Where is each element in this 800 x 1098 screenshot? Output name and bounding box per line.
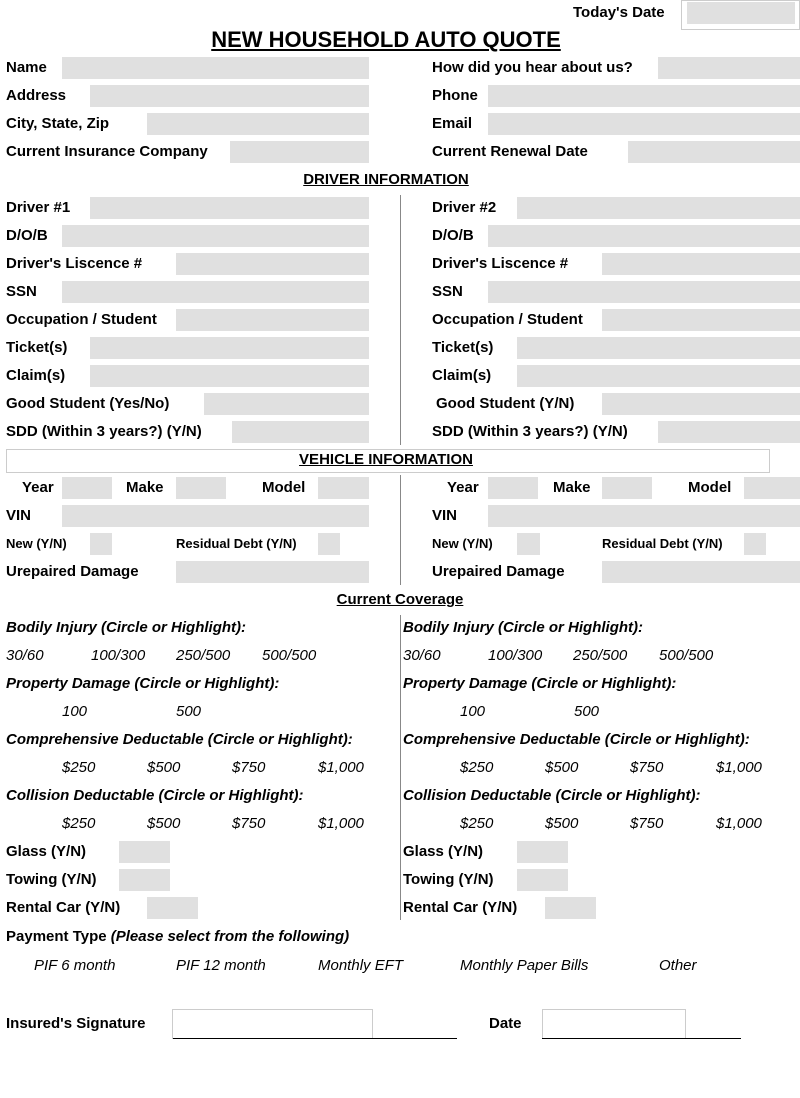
coverage1-bodily-injury-label: Bodily Injury (Circle or Highlight): [6, 619, 246, 636]
driver2-dob-field[interactable] [488, 225, 800, 247]
vehicle1-year-label: Year [22, 479, 54, 496]
vehicle2-residual-field[interactable] [744, 533, 766, 555]
driver1-license-label: Driver's Liscence # [6, 255, 143, 272]
coverage2-collision-option[interactable]: $250 [460, 815, 494, 832]
payment-type-hint: (Please select from the following) [110, 928, 350, 945]
driver2-driver-field[interactable] [517, 197, 800, 219]
signature-box [172, 1009, 373, 1039]
vehicle1-new-field[interactable] [90, 533, 112, 555]
driver2-ssn-label: SSN [432, 283, 463, 300]
coverage1-glass-label: Glass (Y/N) [6, 843, 87, 860]
coverage2-glass-field[interactable] [517, 841, 568, 863]
driver1-dob-field[interactable] [62, 225, 369, 247]
vehicle-info-heading: VEHICLE INFORMATION [299, 451, 473, 468]
vehicle1-damage-field[interactable] [176, 561, 369, 583]
page-title: NEW HOUSEHOLD AUTO QUOTE [211, 27, 561, 52]
driver2-occupation-label: Occupation / Student [432, 311, 583, 328]
driver1-good_student-field[interactable] [204, 393, 369, 415]
vehicle2-new-label: New (Y/N) [432, 536, 493, 551]
coverage2-towing-label: Towing (Y/N) [403, 871, 494, 888]
column-divider [400, 615, 401, 920]
driver2-good_student-field[interactable] [602, 393, 800, 415]
coverage1-collision-option[interactable]: $500 [147, 815, 181, 832]
driver1-ssn-label: SSN [6, 283, 37, 300]
vehicle1-new-label: New (Y/N) [6, 536, 67, 551]
signature-label: Insured's Signature [6, 1015, 146, 1032]
vehicle2-new-field[interactable] [517, 533, 540, 555]
renewal-date-field[interactable] [628, 141, 800, 163]
coverage1-bodily-injury-option[interactable]: 250/500 [176, 647, 231, 664]
coverage1-bodily-injury-option[interactable]: 30/60 [6, 647, 44, 664]
driver1-claims-field[interactable] [90, 365, 369, 387]
driver1-occupation-field[interactable] [176, 309, 369, 331]
driver2-license-label: Driver's Liscence # [432, 255, 569, 272]
vehicle1-residual-field[interactable] [318, 533, 340, 555]
payment-type-label [6, 927, 349, 947]
coverage1-towing-label: Towing (Y/N) [6, 871, 97, 888]
coverage2-rental-field[interactable] [545, 897, 596, 919]
coverage2-collision-option[interactable]: $750 [630, 815, 664, 832]
vehicle1-year-field[interactable] [62, 477, 112, 499]
how-heard-field[interactable] [658, 57, 800, 79]
driver2-ssn-field[interactable] [488, 281, 800, 303]
vehicle1-model-field[interactable] [318, 477, 369, 499]
vehicle1-make-label: Make [126, 479, 164, 496]
date-line[interactable] [542, 1038, 741, 1039]
coverage1-glass-field[interactable] [119, 841, 170, 863]
vehicle2-damage-label: Urepaired Damage [432, 563, 565, 580]
driver2-tickets-field[interactable] [517, 337, 800, 359]
driver1-sdd-field[interactable] [232, 421, 369, 443]
vehicle1-damage-label: Urepaired Damage [6, 563, 139, 580]
driver2-sdd-field[interactable] [658, 421, 800, 443]
payment-option[interactable]: PIF 12 month [176, 957, 266, 974]
coverage2-collision-option[interactable]: $500 [545, 815, 579, 832]
driver2-license-field[interactable] [602, 253, 800, 275]
coverage2-property-damage-label: Property Damage (Circle or Highlight): [403, 675, 677, 692]
coverage1-property-damage-option[interactable]: 500 [176, 703, 202, 720]
driver1-driver-field[interactable] [90, 197, 369, 219]
coverage2-bodily-injury-label: Bodily Injury (Circle or Highlight): [403, 619, 643, 636]
coverage2-collision-label: Collision Deductable (Circle or Highlight): [403, 787, 701, 804]
coverage1-comprehensive-label: Comprehensive Deductable (Circle or Highlight): [6, 731, 353, 748]
driver1-license-field[interactable] [176, 253, 369, 275]
coverage2-bodily-injury-option[interactable]: 500/500 [659, 647, 714, 664]
coverage2-rental-label: Rental Car (Y/N) [403, 899, 518, 916]
driver1-good_student-label: Good Student (Yes/No) [6, 395, 170, 412]
coverage1-comprehensive-option[interactable]: $500 [147, 759, 181, 776]
column-divider [400, 195, 401, 445]
address-label: Address [6, 87, 67, 104]
vehicle2-model-field[interactable] [744, 477, 800, 499]
coverage2-property-damage-option[interactable]: 100 [460, 703, 486, 720]
name-field[interactable] [62, 57, 369, 79]
date-label: Date [489, 1015, 522, 1032]
coverage2-comprehensive-option[interactable]: $250 [460, 759, 494, 776]
coverage1-bodily-injury-option[interactable]: 100/300 [91, 647, 146, 664]
column-divider [400, 475, 401, 585]
payment-option[interactable]: Monthly Paper Bills [460, 957, 589, 974]
vehicle1-model-label: Model [262, 479, 306, 496]
todays-date-label: Today's Date [573, 4, 665, 21]
driver2-driver-label: Driver #2 [432, 199, 497, 216]
vehicle2-vin-label: VIN [432, 507, 458, 524]
vehicle1-residual-label: Residual Debt (Y/N) [176, 536, 297, 551]
vehicle2-damage-field[interactable] [602, 561, 800, 583]
phone-label: Phone [432, 87, 478, 104]
coverage1-comprehensive-option[interactable]: $1,000 [318, 759, 364, 776]
current-coverage-heading: Current Coverage [336, 591, 464, 608]
driver2-claims-field[interactable] [517, 365, 800, 387]
coverage2-towing-field[interactable] [517, 869, 568, 891]
city-state-zip-label: City, State, Zip [6, 115, 110, 132]
signature-line[interactable] [173, 1038, 457, 1039]
vehicle2-make-field[interactable] [602, 477, 652, 499]
date-box [542, 1009, 686, 1039]
driver1-driver-label: Driver #1 [6, 199, 71, 216]
coverage2-bodily-injury-option[interactable]: 250/500 [573, 647, 628, 664]
driver1-dob-label: D/O/B [6, 227, 48, 244]
coverage2-bodily-injury-option[interactable]: 100/300 [488, 647, 543, 664]
driver1-claims-label: Claim(s) [6, 367, 66, 384]
how-heard-label: How did you hear about us? [432, 59, 633, 76]
payment-type-text: Payment Type [6, 928, 111, 945]
current-insurance-label: Current Insurance Company [6, 143, 208, 160]
driver2-tickets-label: Ticket(s) [432, 339, 494, 356]
email-field[interactable] [488, 113, 800, 135]
coverage1-collision-option[interactable]: $750 [232, 815, 266, 832]
driver2-good_student-label: Good Student (Y/N) [436, 395, 575, 412]
payment-option[interactable]: PIF 6 month [34, 957, 116, 974]
vehicle2-make-label: Make [553, 479, 591, 496]
driver1-sdd-label: SDD (Within 3 years?) (Y/N) [6, 423, 202, 440]
payment-option[interactable]: Other [659, 957, 697, 974]
coverage1-comprehensive-option[interactable]: $250 [62, 759, 96, 776]
vehicle2-vin-field[interactable] [488, 505, 800, 527]
city-state-zip-field[interactable] [147, 113, 369, 135]
coverage1-comprehensive-option[interactable]: $750 [232, 759, 266, 776]
coverage1-property-damage-label: Property Damage (Circle or Highlight): [6, 675, 280, 692]
todays-date-field[interactable] [687, 2, 795, 24]
driver2-sdd-label: SDD (Within 3 years?) (Y/N) [432, 423, 628, 440]
vehicle1-make-field[interactable] [176, 477, 226, 499]
vehicle2-year-field[interactable] [488, 477, 538, 499]
driver1-tickets-field[interactable] [90, 337, 369, 359]
coverage2-comprehensive-label: Comprehensive Deductable (Circle or Highlight): [403, 731, 750, 748]
coverage1-bodily-injury-option[interactable]: 500/500 [262, 647, 317, 664]
coverage2-comprehensive-option[interactable]: $750 [630, 759, 664, 776]
vehicle2-residual-label: Residual Debt (Y/N) [602, 536, 723, 551]
coverage1-rental-field[interactable] [147, 897, 198, 919]
current-insurance-field[interactable] [230, 141, 369, 163]
coverage1-collision-label: Collision Deductable (Circle or Highlight): [6, 787, 304, 804]
driver2-claims-label: Claim(s) [432, 367, 492, 384]
coverage1-property-damage-option[interactable]: 100 [62, 703, 88, 720]
coverage1-towing-field[interactable] [119, 869, 170, 891]
vehicle1-vin-label: VIN [6, 507, 32, 524]
email-label: Email [432, 115, 473, 132]
coverage2-glass-label: Glass (Y/N) [403, 843, 484, 860]
coverage1-collision-option[interactable]: $1,000 [318, 815, 364, 832]
driver2-dob-label: D/O/B [432, 227, 474, 244]
vehicle1-vin-field[interactable] [62, 505, 369, 527]
coverage1-collision-option[interactable]: $250 [62, 815, 96, 832]
coverage1-rental-label: Rental Car (Y/N) [6, 899, 121, 916]
driver-info-heading: DRIVER INFORMATION [303, 171, 469, 188]
driver1-tickets-label: Ticket(s) [6, 339, 68, 356]
phone-field[interactable] [488, 85, 800, 107]
driver2-occupation-field[interactable] [602, 309, 800, 331]
driver1-ssn-field[interactable] [62, 281, 369, 303]
name-label: Name [6, 59, 47, 76]
coverage2-comprehensive-option[interactable]: $1,000 [716, 759, 762, 776]
payment-option[interactable]: Monthly EFT [318, 957, 404, 974]
vehicle2-year-label: Year [447, 479, 479, 496]
renewal-date-label: Current Renewal Date [432, 143, 588, 160]
coverage2-collision-option[interactable]: $1,000 [716, 815, 762, 832]
address-field[interactable] [90, 85, 369, 107]
driver1-occupation-label: Occupation / Student [6, 311, 157, 328]
coverage2-bodily-injury-option[interactable]: 30/60 [403, 647, 441, 664]
coverage2-comprehensive-option[interactable]: $500 [545, 759, 579, 776]
vehicle2-model-label: Model [688, 479, 732, 496]
coverage2-property-damage-option[interactable]: 500 [574, 703, 600, 720]
